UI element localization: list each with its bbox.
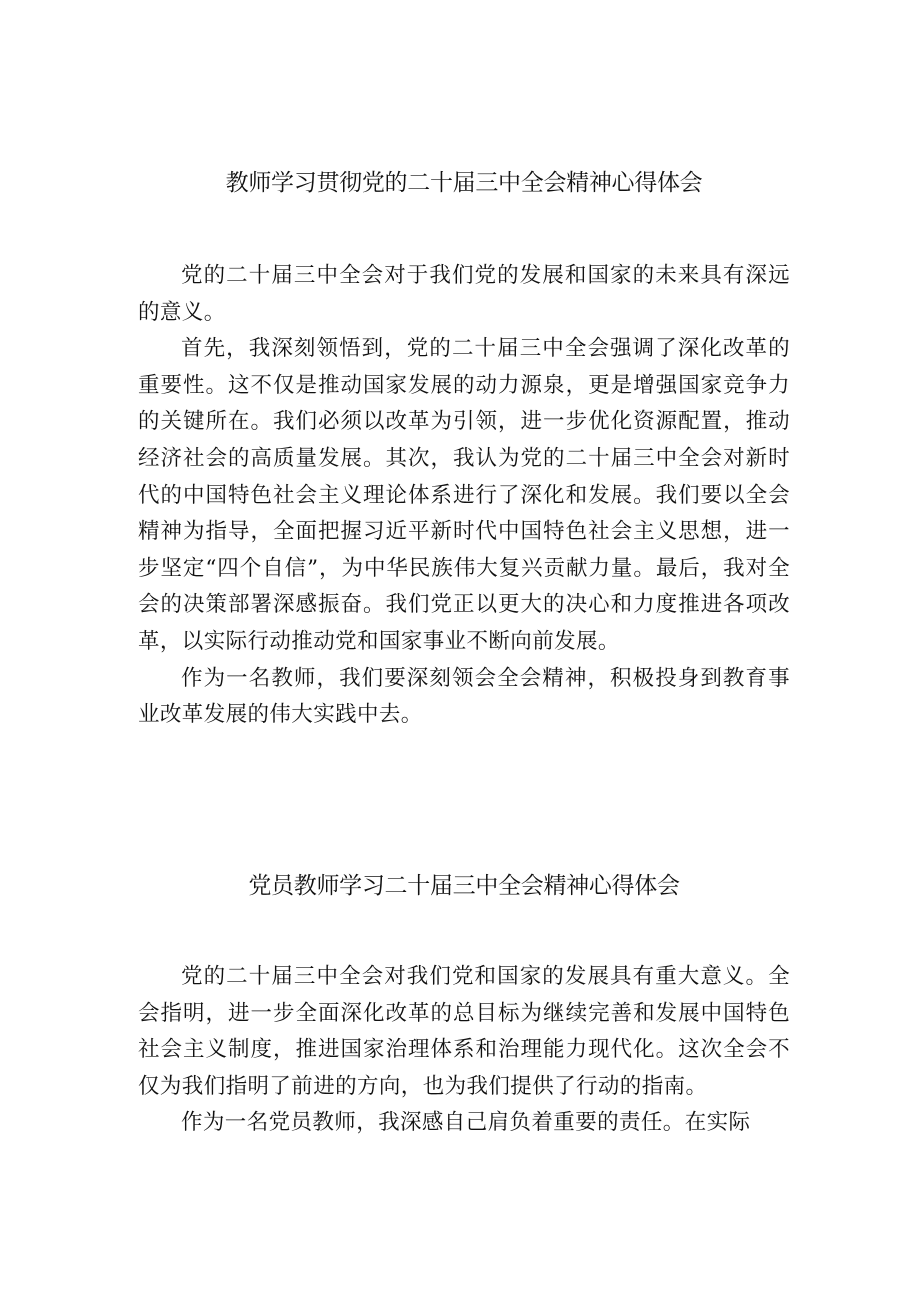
article-2-title: 党员教师学习二十届三中全会精神心得体会 xyxy=(248,873,680,899)
article-2-body xyxy=(138,959,790,1142)
article-1-paragraph-3: 作为一名教师，我们要深刻领会全会精神，积极投身到教育事业改革发展的伟大实践中去。 xyxy=(138,665,790,728)
article-2-paragraph-2: 作为一名党员教师，我深感自己肩负着重要的责任。在实际 xyxy=(181,1110,751,1136)
article-1-title: 教师学习贯彻党的二十届三中全会精神心得体会 xyxy=(225,170,703,196)
article-1-paragraph-2: 首先，我深刻领悟到，党的二十届三中全会强调了深化改革的重要性。这不仅是推动国家发展的动力源泉，更是增强国家竞争力的关键所在。我们必须以改革为引领，进一步优化资源配置，推动经济社会的高质量发展。其次，我认为党的二十届三中全会对新时代的中国特色社会主义理论体系进行了深化和发展。我们要以全会精神为指导，全面把握习近平新时代中国特色社会主义思想，进一步坚定“四个自信”，为中华民族伟大复兴贡献力量。最后，我对全会的决策部署深感振奋。我们党正以更大的决心和力度推进各项改革，以实际行动推动党和国家事业不断向前发展。 xyxy=(138,336,790,654)
article-1-paragraph-1: 党的二十届三中全会对于我们党的发展和国家的未来具有深远的意义。 xyxy=(138,263,790,325)
article-2-paragraph-1: 党的二十届三中全会对我们党和国家的发展具有重大意义。全会指明，进一步全面深化改革的总目标为继续完善和发展中国特色社会主义制度，推进国家治理体系和治理能力现代化。这次全会不仅为我们指明了前进的方向，也为我们提供了行动的指南。 xyxy=(138,964,790,1099)
article-1-body xyxy=(138,258,790,734)
